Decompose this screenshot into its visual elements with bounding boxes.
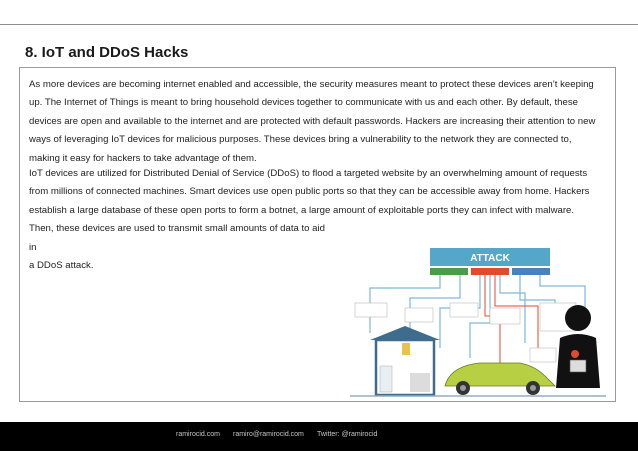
iot-attack-illustration bbox=[350, 248, 606, 402]
footer-email-link[interactable]: ramiro@ramirocid.com bbox=[233, 431, 304, 438]
attack-header-label: ATTACK bbox=[470, 253, 510, 264]
car-illustration bbox=[445, 363, 555, 395]
tab-denial-of-service bbox=[512, 268, 550, 275]
footer-site-link[interactable]: ramirocid.com bbox=[176, 431, 220, 438]
tab-data-control bbox=[430, 268, 468, 275]
info-cards bbox=[355, 303, 576, 362]
paragraph-2-end-b: a DDoS attack. bbox=[29, 260, 94, 272]
house-illustration bbox=[370, 326, 440, 395]
footer-bar bbox=[0, 422, 638, 451]
tab-steal-information bbox=[471, 268, 509, 275]
top-bar bbox=[0, 0, 638, 25]
footer-twitter-link[interactable]: Twitter: @ramirocid bbox=[317, 431, 378, 438]
paragraph-1: As more devices are becoming internet enabled and accessible, the security measures meant to protect these devices aren’t keeping up. The Internet of Things is meant to bring household devices together to communicate with us and each other. By default, these devices are open and available to the internet and are protected with default passwords. Hackers are increasing their attention to new ways of leveraging IoT devices for malicious purposes. These devices bring a vulnerability to the network they are connected to, making it easy for hackers to take advantage of them. bbox=[29, 79, 596, 164]
paragraph-2-main: IoT devices are utilized for Distributed Denial of Service (DDoS) to flood a targeted website by an overwhelming amount of requests from millions of connected machines. Smart devices use open public ports so that they can be accessible away from home. Hackers establish a large database of these open ports to form a botnet, a large amount of exploitable ports they can infect with malware. bbox=[29, 168, 590, 216]
slide-title: 8. IoT and DDoS Hacks bbox=[25, 44, 189, 61]
paragraph-2-end-a: Then, these devices are used to transmit small amounts of data to aid in bbox=[29, 223, 325, 253]
